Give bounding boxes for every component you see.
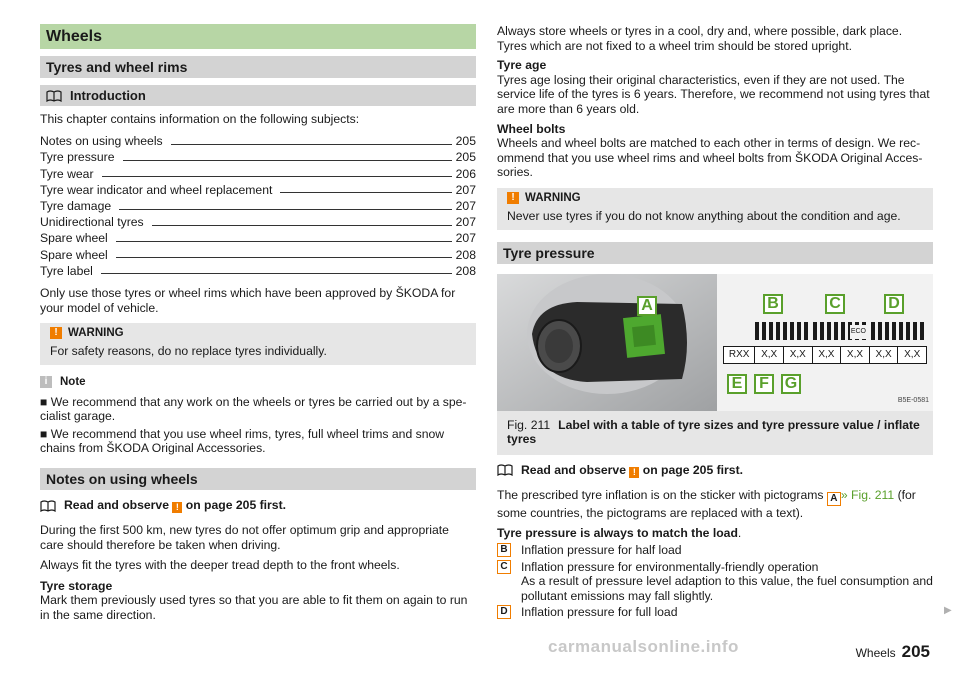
warning-box: [40, 323, 476, 365]
warning-label: WARNING: [68, 327, 124, 340]
toc-item[interactable]: Tyre pressure 205: [40, 150, 476, 165]
age-text: Tyres age losing their original characteristics, even if they are not used. The service life of the tyres is 6 years. Therefore, we recommend not using tyres that are more than 6 years old.: [497, 72, 930, 116]
paragraph: During the first 500 km, new tyres do not offer optimum grip and appropriate care should therefore be taken when driving.: [40, 523, 449, 552]
figure-image: [497, 274, 933, 411]
legend-key: C: [497, 560, 511, 574]
warning-text: Never use tyres if you do not know anything about the condition and age.: [507, 208, 901, 223]
page-footer: [855, 642, 930, 661]
chapter-subtitle: Tyres and wheel rims: [40, 56, 476, 78]
book-icon: [40, 500, 56, 512]
book-icon: [497, 464, 513, 476]
intro-heading-label: Introduction: [70, 88, 146, 103]
intro-text: This chapter contains information on the following subjects:: [40, 112, 360, 126]
figure-caption: [497, 411, 933, 455]
warning-icon: !: [629, 467, 639, 478]
legend-key: D: [497, 605, 511, 619]
callout-A: A: [637, 296, 657, 316]
storage-text: Mark them previously used tyres so that you are able to fit them on again to run in the same direction.: [40, 593, 468, 622]
toc-item[interactable]: Tyre wear 206: [40, 166, 476, 181]
eco-label: ECO: [850, 325, 867, 340]
warning-icon: !: [507, 192, 519, 204]
pictogram-row: [755, 322, 925, 342]
info-icon: i: [40, 376, 52, 388]
prescribed-text: The prescribed tyre inflation is on the sticker with pictograms A » Fig. 211 (for some countries, the pictograms are replaced with a text).: [497, 487, 916, 520]
callout-D: D: [884, 294, 904, 314]
approval-text: Only use those tyres or wheel rims which have been approved by ŠKODA for your model of vehicle.: [40, 286, 456, 315]
section-heading: Notes on using wheels: [40, 468, 476, 490]
toc-item[interactable]: Tyre wear indicator and wheel replacement 207: [40, 182, 476, 197]
book-icon: [46, 90, 62, 102]
figure: [497, 274, 933, 455]
legend-key: B: [497, 543, 511, 557]
callout-E: E: [727, 374, 747, 394]
warning-icon: !: [172, 502, 182, 513]
page-number: 205: [901, 642, 930, 661]
bolts-text: Wheels and wheel bolts are matched to each other in terms of design. We rec-ommend that you use wheel rims and wheel bolts from ŠKODA Original Acces-sories.: [497, 136, 923, 180]
chapter-title: Wheels: [40, 24, 476, 49]
age-heading: Tyre age: [497, 58, 547, 73]
match-heading: Tyre pressure is always to match the load.: [497, 526, 742, 541]
toc-item[interactable]: Unidirectional tyres 207: [40, 215, 476, 230]
figure-link[interactable]: » Fig. 211: [840, 487, 895, 502]
warning-box: [497, 188, 933, 230]
toc-item[interactable]: Tyre label 208: [40, 263, 476, 278]
left-column: [40, 24, 476, 623]
fuel-flap-illustration: [497, 274, 933, 411]
callout-C: C: [825, 294, 845, 314]
continue-arrow-icon: ▶: [944, 605, 952, 616]
read-observe: Read and observe ! on page 205 first.: [497, 463, 933, 478]
storage-heading: Tyre storage: [40, 578, 113, 593]
bolts-heading: Wheel bolts: [497, 121, 566, 136]
toc-item[interactable]: Notes on using wheels 205: [40, 134, 476, 149]
warning-text: For safety reasons, do no replace tyres individually.: [50, 344, 327, 359]
legend-item: C Inflation pressure for environmentally-friendly operation As a result of pressure level adaption to this value, the fuel consumption and pollutant emissions may fall slightly.: [497, 560, 933, 604]
intro-heading: [40, 85, 476, 106]
note-heading: [40, 375, 476, 390]
figure-number: Fig. 211: [507, 417, 551, 432]
legend-item: B Inflation pressure for half load: [497, 543, 933, 558]
paragraph: Always fit the tyres with the deeper tread depth to the front wheels.: [40, 558, 400, 573]
toc-item[interactable]: Spare wheel 208: [40, 247, 476, 262]
pressure-table: RXX X,X X,X X,X X,X X,X X,X: [723, 346, 927, 364]
section-heading: Tyre pressure: [497, 242, 933, 264]
footer-section: Wheels: [855, 646, 896, 660]
warning-label: WARNING: [525, 191, 581, 204]
table-of-contents: [40, 133, 476, 279]
toc-item[interactable]: Tyre damage 207: [40, 198, 476, 213]
note-label: Note: [60, 376, 86, 389]
callout-B: B: [763, 294, 783, 314]
right-column: [497, 24, 933, 620]
read-observe: Read and observe ! on page 205 first.: [40, 498, 476, 513]
callout-G: G: [781, 374, 801, 394]
warning-icon: !: [50, 327, 62, 339]
watermark: carmanualsonline.info: [548, 637, 739, 656]
callout-F: F: [754, 374, 774, 394]
note-item: ■ We recommend that you use wheel rims, tyres, full wheel trims and snow chains from ŠKODA Original Accessories.: [40, 426, 445, 456]
note-item: ■ We recommend that any work on the wheels or tyres be carried out by a spe-cialist garage.: [40, 394, 467, 424]
figure-caption-text: Label with a table of tyre sizes and tyre pressure value / inflate tyres: [507, 417, 920, 447]
figure-code: B5E-0581: [897, 396, 929, 404]
toc-item[interactable]: Spare wheel 207: [40, 231, 476, 246]
legend-item: D Inflation pressure for full load: [497, 605, 933, 620]
store-text: Always store wheels or tyres in a cool, dry and, where possible, dark place. Tyres which are not fixed to a wheel trim should be stored upright.: [497, 24, 903, 53]
key-A: A: [827, 492, 841, 506]
